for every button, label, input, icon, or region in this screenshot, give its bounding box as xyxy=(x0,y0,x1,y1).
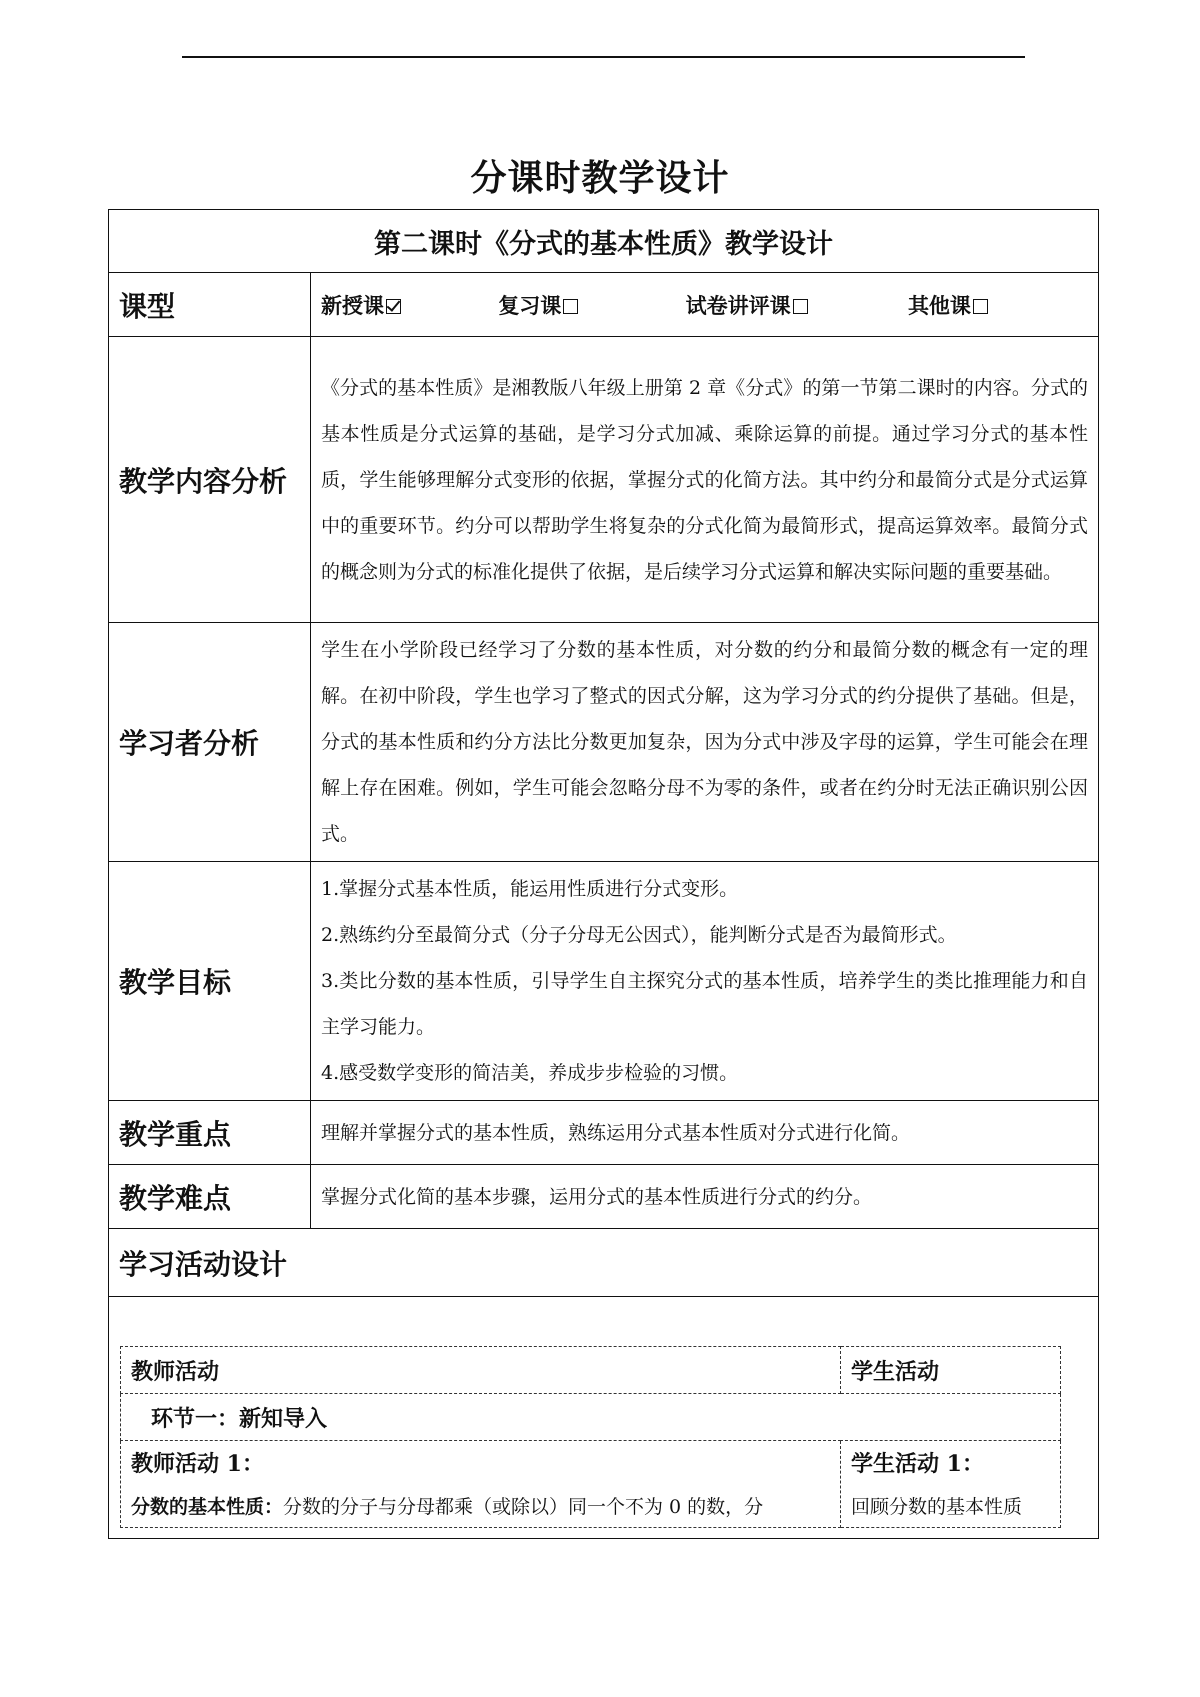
activity-design-label: 学习活动设计 xyxy=(109,1229,1099,1297)
header-rule xyxy=(182,56,1025,58)
content-analysis-text: 《分式的基本性质》是湘教版八年级上册第 2 章《分式》的第一节第二课时的内容。分式的基本性质是分式运算的基础，是学习分式加减、乘除运算的前提。通过学习分式的基本性质，学生能够理解分式变形的依据，掌握分式的化简方法。其中约分和最简分式是分式运算中的重要环节。约分可以帮助学生将复杂的分式化简为最简形式，提高运算效率。最简分式的概念则为分式的标准化提供了依据，是后续学习分式运算和解决实际问题的重要基础。 xyxy=(311,337,1099,623)
objective-item: 4.感受数学变形的简洁美，养成步步检验的习惯。 xyxy=(321,1062,739,1084)
objective-item: 3.类比分数的基本性质，引导学生自主探究分式的基本性质，培养学生的类比推理能力和自主学习能力。 xyxy=(321,970,1088,1038)
teacher-activity-1-body: 分数的分子与分母都乘（或除以）同一个不为 0 的数，分 xyxy=(283,1496,764,1518)
key-point-text: 理解并掌握分式的基本性质，熟练运用分式基本性质对分式进行化简。 xyxy=(311,1101,1099,1165)
difficulty-text: 掌握分式化简的基本步骤，运用分式的基本性质进行分式的约分。 xyxy=(311,1165,1099,1229)
student-activity-header: 学生活动 xyxy=(841,1347,1061,1394)
lesson-type-new[interactable] xyxy=(321,290,491,320)
key-point-label: 教学重点 xyxy=(109,1101,311,1165)
learner-analysis-text: 学生在小学阶段已经学习了分数的基本性质，对分数的约分和最简分数的概念有一定的理解。在初中阶段，学生也学习了整式的因式分解，这为学习分式的约分提供了基础。但是，分式的基本性质和约分方法比分数更加复杂，因为分式中涉及字母的运算，学生可能会在理解上存在困难。例如，学生可能会忽略分母不为零的条件，或者在约分时无法正确识别公因式。 xyxy=(311,623,1099,862)
difficulty-label: 教学难点 xyxy=(109,1165,311,1229)
objective-item: 1.掌握分式基本性质，能运用性质进行分式变形。 xyxy=(321,878,739,900)
lesson-type-new-label: 新授课 xyxy=(321,292,384,318)
checked-box-icon xyxy=(386,299,401,314)
lesson-type-label: 课型 xyxy=(109,273,311,337)
checkbox-icon xyxy=(973,299,988,314)
teacher-activity-1-title: 教师活动 1： xyxy=(131,1451,264,1477)
lesson-type-exam[interactable] xyxy=(686,290,901,320)
lesson-type-other-label: 其他课 xyxy=(907,292,971,318)
lesson-type-options xyxy=(311,273,1099,337)
teacher-activity-1-bold: 分数的基本性质： xyxy=(131,1496,284,1518)
teacher-activity-1 xyxy=(121,1441,841,1528)
checkbox-icon xyxy=(563,299,578,314)
activity-table xyxy=(120,1346,1061,1528)
teacher-activity-1-text xyxy=(131,1487,830,1527)
page-title: 分课时教学设计 xyxy=(470,157,730,199)
lesson-type-exam-label: 试卷讲评课 xyxy=(685,292,791,318)
teacher-activity-header: 教师活动 xyxy=(121,1347,841,1394)
checkbox-icon xyxy=(793,299,808,314)
student-activity-1-text: 回顾分数的基本性质 xyxy=(851,1496,1023,1518)
lesson-type-review[interactable] xyxy=(498,290,678,320)
objective-item: 2.熟练约分至最简分式（分子分母无公因式），能判断分式是否为最简形式。 xyxy=(321,924,957,946)
lesson-subtitle: 第二课时《分式的基本性质》教学设计 xyxy=(109,210,1099,273)
student-activity-1-title: 学生活动 1： xyxy=(851,1451,984,1477)
lesson-plan-table xyxy=(108,209,1099,1539)
objectives-label: 教学目标 xyxy=(109,862,311,1101)
student-activity-1 xyxy=(841,1441,1061,1528)
section-title: 环节一：新知导入 xyxy=(121,1394,1061,1441)
objectives-list xyxy=(311,862,1099,1101)
learner-analysis-label: 学习者分析 xyxy=(109,623,311,862)
lesson-type-other[interactable] xyxy=(908,290,988,320)
content-analysis-label: 教学内容分析 xyxy=(109,337,311,623)
lesson-type-review-label: 复习课 xyxy=(498,292,562,318)
